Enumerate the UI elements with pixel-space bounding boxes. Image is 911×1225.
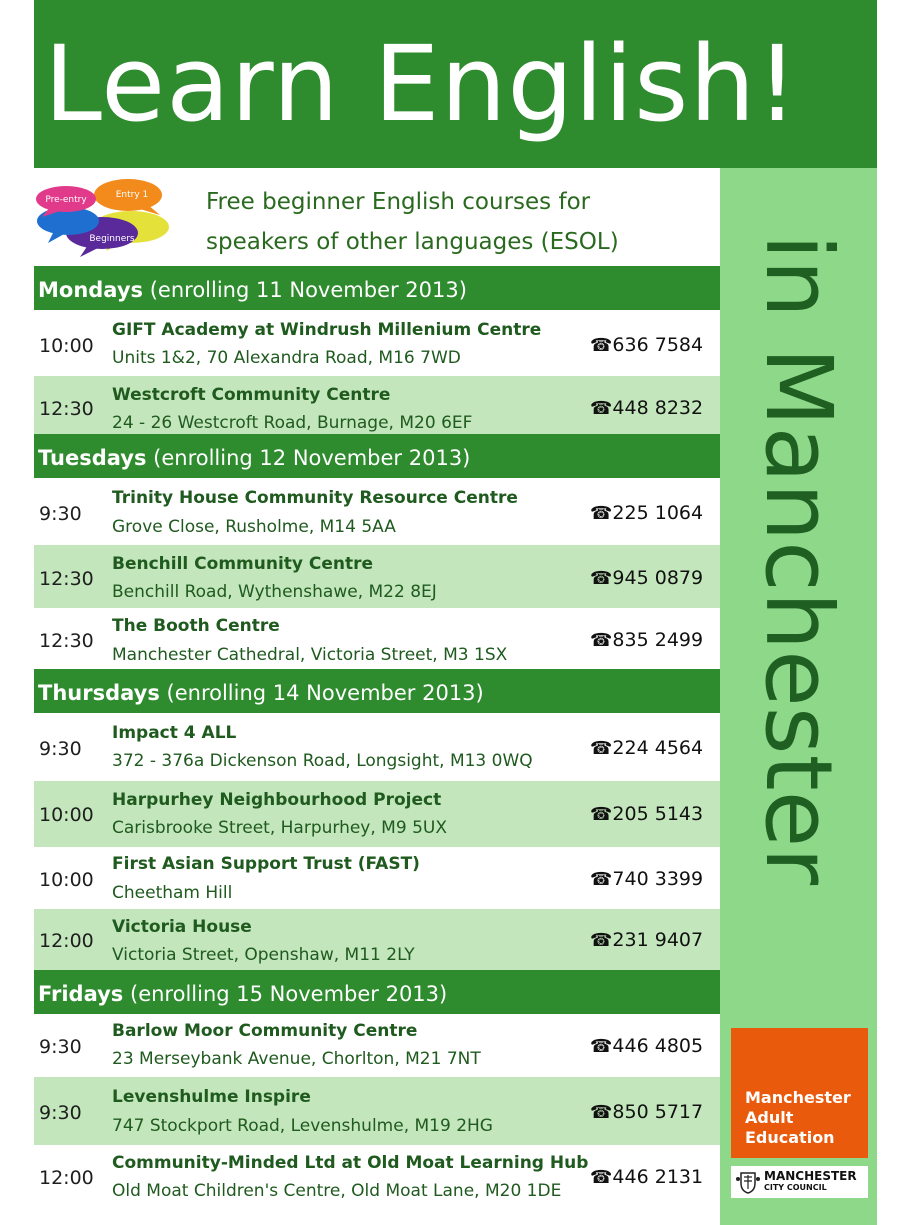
venue-address: Cheetham Hill xyxy=(112,883,233,903)
intro-section xyxy=(34,168,720,266)
session-row xyxy=(34,478,720,545)
venue-address: Old Moat Children's Centre, Old Moat Lane, M20 1DE xyxy=(112,1181,562,1201)
phone-number: 446 4805 xyxy=(612,1035,704,1057)
phone-number: 225 1064 xyxy=(612,502,704,524)
speech-bubbles-icon xyxy=(36,171,174,263)
council-line-1: MANCHESTER xyxy=(764,1169,857,1183)
intro-line-2: speakers of other languages (ESOL) xyxy=(206,229,619,255)
council-name xyxy=(764,1170,857,1194)
logo-line: Adult xyxy=(745,1108,794,1127)
venue-name: First Asian Support Trust (FAST) xyxy=(112,854,420,874)
phone-icon: ☎ xyxy=(590,804,613,825)
city-council-logo xyxy=(731,1166,868,1198)
venue-name: Harpurhey Neighbourhood Project xyxy=(112,790,442,810)
phone-icon: ☎ xyxy=(590,930,613,951)
session-time: 12:30 xyxy=(39,398,94,420)
venue-address: Victoria Street, Openshaw, M11 2LY xyxy=(112,945,415,965)
phone-icon: ☎ xyxy=(590,568,613,589)
session-row xyxy=(34,376,720,434)
phone-icon: ☎ xyxy=(590,503,613,524)
venue-address: 23 Merseybank Avenue, Chorlton, M21 7NT xyxy=(112,1049,481,1069)
venue-address: Grove Close, Rusholme, M14 5AA xyxy=(112,517,396,537)
day-header-fridays xyxy=(34,970,720,1014)
council-line-2: CITY COUNCIL xyxy=(764,1183,827,1192)
venue-name: GIFT Academy at Windrush Millenium Centre xyxy=(112,320,542,340)
phone-icon: ☎ xyxy=(590,630,613,651)
esol-poster xyxy=(34,0,877,1225)
phone-icon: ☎ xyxy=(590,1102,613,1123)
phone-number: 835 2499 xyxy=(612,629,704,651)
venue-name: Impact 4 ALL xyxy=(112,723,237,743)
intro-text xyxy=(206,182,619,262)
session-time: 12:30 xyxy=(39,630,94,652)
intro-line-1: Free beginner English courses for xyxy=(206,189,591,215)
session-time: 9:30 xyxy=(39,1036,82,1058)
day-header-mondays xyxy=(34,266,720,310)
phone-number: 945 0879 xyxy=(612,567,704,589)
venue-name: Benchill Community Centre xyxy=(112,554,374,574)
venue-name: Victoria House xyxy=(112,917,252,937)
session-time: 12:00 xyxy=(39,1167,94,1189)
phone-icon: ☎ xyxy=(590,1036,613,1057)
day-header-tuesdays xyxy=(34,434,720,478)
venue-name: Community-Minded Ltd at Old Moat Learning Hub xyxy=(112,1153,589,1173)
venue-address: 24 - 26 Westcroft Road, Burnage, M20 6EF xyxy=(112,413,473,433)
session-time: 9:30 xyxy=(39,1102,82,1124)
session-time: 9:30 xyxy=(39,738,82,760)
session-row xyxy=(34,310,720,376)
phone-icon: ☎ xyxy=(590,398,613,419)
logo-line: Manchester xyxy=(745,1088,851,1107)
session-row xyxy=(34,909,720,970)
vertical-title-text: in Manchester xyxy=(745,234,852,886)
day-name: Tuesdays xyxy=(38,446,147,470)
session-time: 10:00 xyxy=(39,869,94,891)
session-time: 12:00 xyxy=(39,930,94,952)
session-row xyxy=(34,847,720,909)
day-header-thursdays xyxy=(34,669,720,713)
enrolling-date: (enrolling 12 November 2013) xyxy=(153,446,471,470)
session-row xyxy=(34,713,720,781)
phone-number: 224 4564 xyxy=(612,737,704,759)
day-name: Thursdays xyxy=(38,681,160,705)
session-time: 10:00 xyxy=(39,804,94,826)
phone-icon: ☎ xyxy=(590,335,613,356)
phone-icon: ☎ xyxy=(590,738,613,759)
crest-icon xyxy=(735,1169,761,1195)
enrolling-date: (enrolling 14 November 2013) xyxy=(166,681,484,705)
session-time: 9:30 xyxy=(39,503,82,525)
venue-name: Trinity House Community Resource Centre xyxy=(112,488,518,508)
bubble-entry-1: Entry 1 xyxy=(115,190,149,200)
phone-number: 448 8232 xyxy=(612,397,704,419)
session-row xyxy=(34,1013,720,1077)
venue-address: Benchill Road, Wythenshawe, M22 8EJ xyxy=(112,582,437,602)
session-time: 10:00 xyxy=(39,335,94,357)
session-row xyxy=(34,1145,720,1211)
session-row xyxy=(34,1077,720,1145)
venue-address: Carisbrooke Street, Harpurhey, M9 5UX xyxy=(112,818,447,838)
venue-address: Units 1&2, 70 Alexandra Road, M16 7WD xyxy=(112,348,461,368)
sidebar xyxy=(720,168,877,1225)
phone-number: 205 5143 xyxy=(612,803,704,825)
venue-name: Levenshulme Inspire xyxy=(112,1087,311,1107)
enrolling-date: (enrolling 15 November 2013) xyxy=(130,982,448,1006)
venue-address: 747 Stockport Road, Levenshulme, M19 2HG xyxy=(112,1116,493,1136)
session-time: 12:30 xyxy=(39,568,94,590)
venue-address: 372 - 376a Dickenson Road, Longsight, M13 0WQ xyxy=(112,751,533,771)
bubble-beginners: Beginners xyxy=(89,234,135,244)
session-row xyxy=(34,608,720,669)
day-name: Mondays xyxy=(38,278,144,302)
phone-number: 446 2131 xyxy=(612,1166,704,1188)
day-name: Fridays xyxy=(38,982,124,1006)
venue-address: Manchester Cathedral, Victoria Street, M3 1SX xyxy=(112,645,508,665)
venue-name: Barlow Moor Community Centre xyxy=(112,1021,418,1041)
logo-line: Education xyxy=(745,1128,835,1147)
phone-number: 231 9407 xyxy=(612,929,704,951)
phone-number: 740 3399 xyxy=(612,868,704,890)
session-row xyxy=(34,545,720,608)
enrolling-date: (enrolling 11 November 2013) xyxy=(149,278,467,302)
phone-icon: ☎ xyxy=(590,1167,613,1188)
bubble-pre-entry: Pre-entry xyxy=(45,195,87,205)
phone-number: 636 7584 xyxy=(612,334,704,356)
venue-name: Westcroft Community Centre xyxy=(112,385,391,405)
session-row xyxy=(34,781,720,847)
phone-number: 850 5717 xyxy=(612,1101,704,1123)
phone-icon: ☎ xyxy=(590,869,613,890)
page-title: Learn English! xyxy=(34,0,877,168)
venue-name: The Booth Centre xyxy=(112,616,280,636)
adult-education-logo xyxy=(731,1028,868,1158)
